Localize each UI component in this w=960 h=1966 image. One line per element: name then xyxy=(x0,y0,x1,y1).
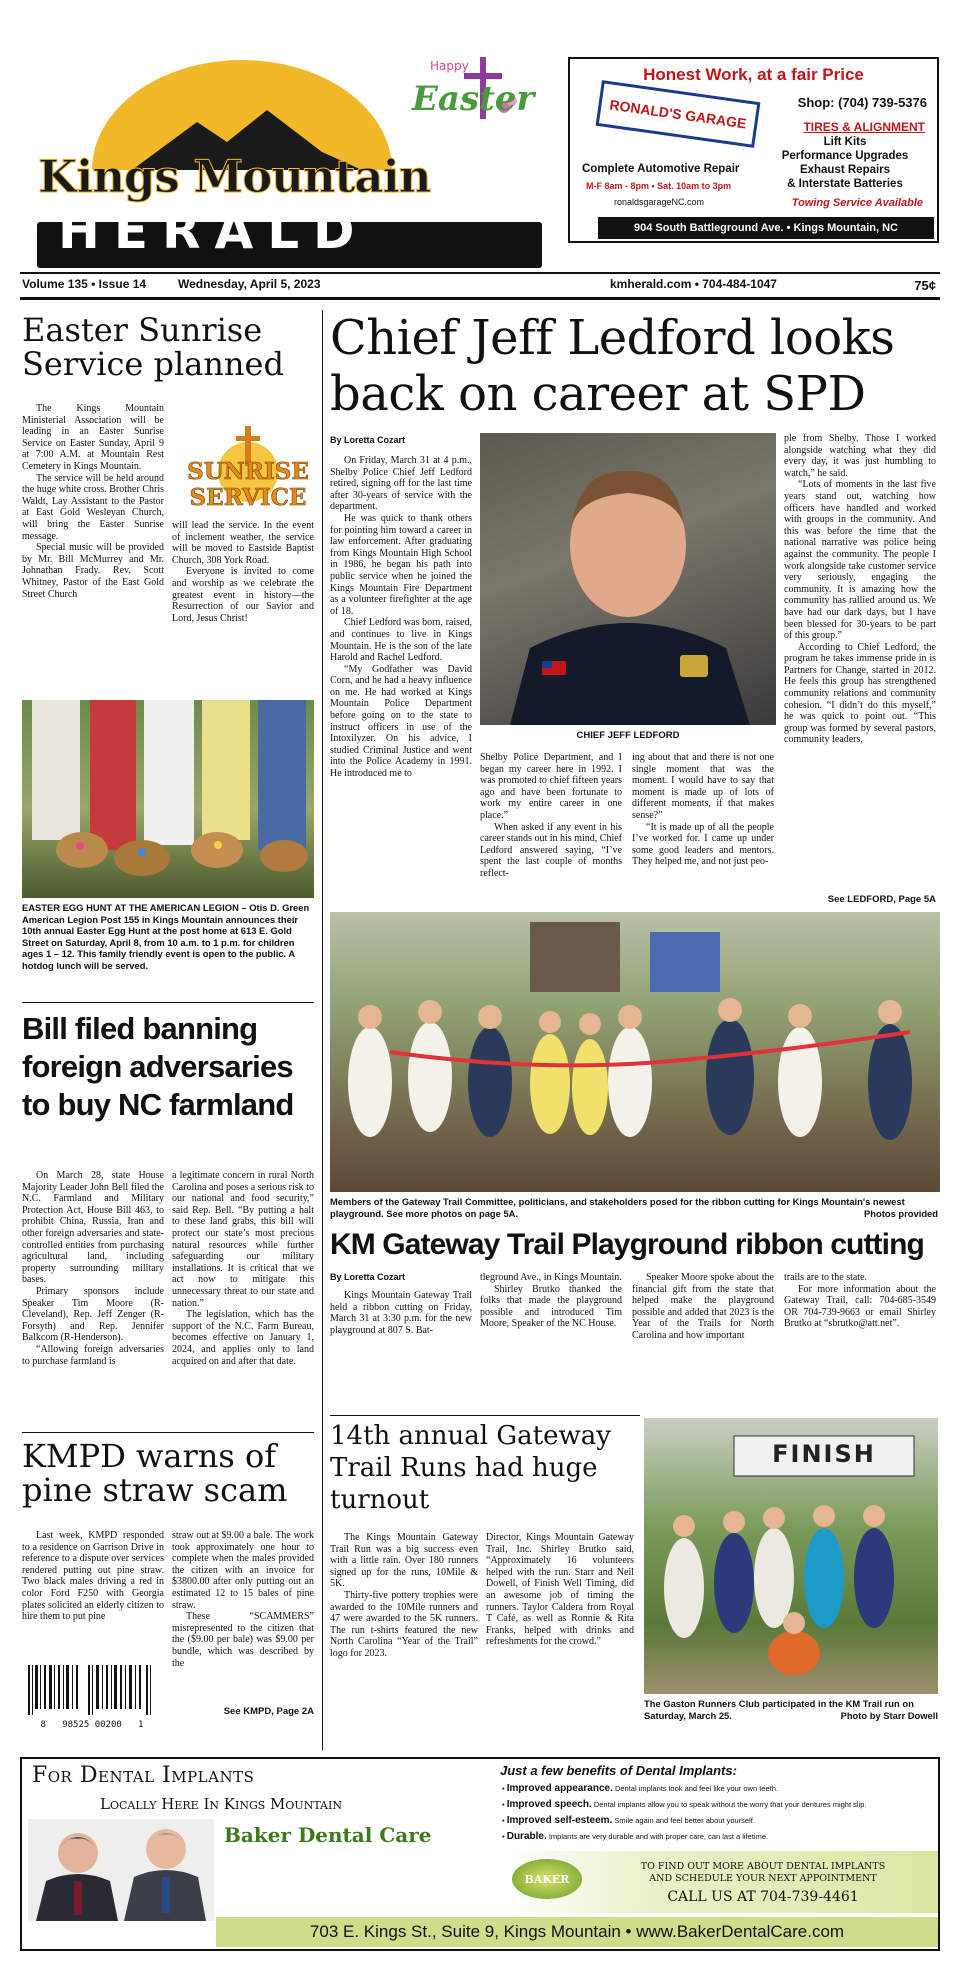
kmpd-paragraph: Last week, KMPD responded to a residence on Garrison Drive in reference to a dispute over services rendered putting out pine straw. Two black males driving a red in color Ford F250 with Georgia plates solicited an elderly citizen to hire them to put pine xyxy=(22,1530,164,1623)
benefit-text: Implants are very durable and with proper care, can last a lifetime. xyxy=(548,1832,769,1841)
kmpd-headline: KMPD warns of pine straw scam xyxy=(22,1437,288,1509)
easter-paragraph: The service will be held around the huge white cross. Brother Chris Waldt, Lay Assistant to the Pastor at East Gold Wesleyan Church, will bring the Easter Sunrise message. xyxy=(22,472,164,542)
bill-paragraph: The legislation, which has the support of the N.C. Farm Bureau, becomes effective on January 1, 2024, and applies only to land acquired on and after that date. xyxy=(172,1309,314,1367)
gateway-byline: By Loretta Cozart xyxy=(330,1272,406,1282)
barcode-bars xyxy=(22,1663,162,1715)
bill-headline: Bill filed banning foreign adversaries to buy NC farmland xyxy=(22,1011,294,1122)
runs-paragraph: The Kings Mountain Gateway Trail Run was a big success even with a little rain. Over 180 runners signed up for the runs, 10Mile & 5K. xyxy=(330,1532,478,1590)
gateway-paragraph: trails are to the state. xyxy=(784,1272,868,1283)
easter-small: Happy xyxy=(430,59,469,73)
masthead-top-text: Kings Mountain xyxy=(38,150,431,203)
easter-paragraph: Everyone is invited to come and worship as we celebrate the greatest event in history—the Resurrection of our Savior and Lord, Jesus Christ! xyxy=(172,566,314,624)
garage-services xyxy=(765,135,925,191)
ledford-paragraph: “Lots of moments in the last five years stand out, watching how officers have handled and worked with groups in the community. And this was before the time that the national narrative was police being against the community. The people I work alongside take customer service very seriously, engaging the community. It is amazing how the community has rallied around us. We have had our dark days, but I have been blessed for 30-years to be part of this group.” xyxy=(784,479,936,642)
column-divider xyxy=(322,310,323,1750)
runs-col2 xyxy=(486,1532,634,1648)
garage-headline: Honest Work, at a fair Price xyxy=(643,65,864,84)
dental-title: For Dental Implants xyxy=(32,1763,255,1788)
dateline-rule-bottom xyxy=(20,297,940,300)
gateway-paragraph: Kings Mountain Gateway Trail held a ribbon cutting on Friday, March 31 at 3:30 p.m. for the new playground at 807 S. Bat- xyxy=(330,1290,472,1336)
dental-sub: Locally Here In Kings Mountain xyxy=(100,1795,342,1813)
dental-logo-text: BAKER xyxy=(524,1872,570,1886)
benefit-text: Dental implants allow you to speak without the worry that your dentures might slip. xyxy=(593,1800,867,1809)
ledford-byline: By Loretta Cozart xyxy=(330,435,406,445)
bill-paragraph: “Allowing foreign adversaries to purchase farmland is xyxy=(22,1343,164,1367)
price: 75¢ xyxy=(914,278,936,293)
easter-headline: Easter Sunrise Service planned xyxy=(22,311,284,383)
ribbon-caption: Members of the Gateway Trail Committee, politicians, and stakeholders posed for the ribbon cutting for Kings Mountain's newest playground. See more photos on page 5A. xyxy=(330,1196,905,1219)
kmpd-col1 xyxy=(22,1530,164,1623)
dentists-photo xyxy=(28,1819,214,1921)
gateway-paragraph: For more information about the Gateway Trail, call: 704-685-3549 OR 704-739-9663 or email Shirley Brutko at “sbrutko@att.net”. xyxy=(784,1283,936,1330)
gateway-paragraph: Speaker Moore spoke about the financial gift from the state that helped make the playground possible and added that 2023 is the Year of the Trails for North Carolina and how important xyxy=(632,1272,774,1341)
gateway-col3 xyxy=(632,1272,774,1342)
dental-brand: Baker Dental Care xyxy=(224,1823,432,1847)
ledford-paragraph: “It is made up of all the people I’ve worked for. I came up under some good leaders and mentors. They helped me, and not just peo- xyxy=(632,821,774,868)
ledford-paragraph: When asked if any event in his career stands out in his mind, Chief Ledford answered saying, “I’ve spent the last couple of months reflect- xyxy=(480,821,622,879)
runs-col1 xyxy=(330,1532,478,1660)
barcode-number: 8 98525 00200 1 xyxy=(40,1720,144,1730)
garage-address: 904 South Battleground Ave. • Kings Mountain, NC xyxy=(634,222,898,234)
easter-col1 xyxy=(22,403,164,600)
sunrise-logo xyxy=(178,420,318,515)
benefit-text: Dental implants look and feel like your own teeth. xyxy=(614,1784,778,1793)
benefit-item: • Improved speech. Dental implants allow you to speak without the worry that your dentures might slip. xyxy=(502,1799,867,1810)
ledford-paragraph: Shelby Police Department, and I began my career here in 1992. I was promoted to chief fifteen years ago and have been fortunate to work my entire career in one place.” xyxy=(480,752,622,821)
bill-col2 xyxy=(172,1170,314,1367)
gateway-col4 xyxy=(784,1272,936,1330)
garage-ad xyxy=(568,57,939,243)
kmpd-col2 xyxy=(172,1530,314,1669)
ledford-paragraph: On Friday, March 31 at 4 p.m., Shelby Police Chief Jeff Ledford retired, signing off for the last time after 30-years of service with the department. xyxy=(330,455,472,513)
runs-credit: Photo by Starr Dowell xyxy=(840,1710,938,1721)
benefit-bold: Improved self-esteem. xyxy=(506,1815,613,1826)
gateway-headline: KM Gateway Trail Playground ribbon cutting xyxy=(330,1228,924,1261)
site-contact: kmherald.com • 704-484-1047 xyxy=(610,277,777,291)
kmpd-jump: See KMPD, Page 2A xyxy=(223,1706,314,1717)
easter-paragraph: Special music will be provided by Mr. Bill McMurrey and Mr. Johnathan Frady. Rev. Scott Whitney, Pastor of the East Gold Street Church xyxy=(22,542,164,600)
dental-address: 703 E. Kings St., Suite 9, Kings Mountain • www.BakerDentalCare.com xyxy=(309,1922,845,1941)
runners-photo xyxy=(644,1418,938,1694)
garage-complete: Complete Automotive Repair xyxy=(582,163,740,175)
bill-paragraph: a legitimate concern in rural North Carolina and poses a serious risk to our national and food security,” said Rep. Bell. “By putting a halt to these land grabs, this bill will protect our state’s most precious natural resources while further safeguarding our military installations. It is critical that we act now to mitigate this unnecessary threat to our state and nation.” xyxy=(172,1170,314,1309)
ledford-paragraph: ple from Shelby. Those I worked alongside watching what they did every day, it was just humbling to watch,” he said. xyxy=(784,433,936,479)
ledford-col3 xyxy=(632,752,774,868)
kmpd-paragraph: These “SCAMMERS” misrepresented to the citizen that the ($9.00 per bale) was $9.00 per bundle, which was described by the xyxy=(172,1611,314,1669)
gateway-col2 xyxy=(480,1272,622,1330)
dental-logo xyxy=(512,1859,582,1899)
benefit-item: • Improved appearance. Dental implants look and feel like your own teeth. xyxy=(502,1783,778,1794)
dental-cta: TO FIND OUT MORE ABOUT DENTAL IMPLANTS xyxy=(640,1861,886,1872)
benefits-title: Just a few benefits of Dental Implants: xyxy=(500,1763,737,1778)
garage-service: Performance Upgrades xyxy=(781,150,909,162)
benefit-bold: Durable. xyxy=(506,1831,547,1842)
runs-paragraph: Director, Kings Mountain Gateway Trail, Inc. Shirley Brutko said, “Approximately 16 volunteers helped with the run. Starr and Neil Dowell, of Finish Well Timing, did an awesome job of timing the runners. Taylor Caldera from Royal T Café, as well as Ronnie & Rita Franks, helped with drinks and refreshments for the crowd.” xyxy=(486,1532,634,1648)
ledford-paragraph: He was quick to thank others for pointing him toward a career in law enforcement. After graduating from Kings Mountain High School in 1986, he began his path into public service when he joined the Kings Mountain Fire Department as a volunteer firefighter at the age of 18. xyxy=(330,512,472,617)
garage-site: ronaldsgarageNC.com xyxy=(614,197,705,207)
ledford-jump: See LEDFORD, Page 5A xyxy=(827,894,936,905)
garage-tires: TIRES & ALIGNMENT xyxy=(803,120,925,134)
rule xyxy=(22,1002,314,1003)
ribbon-cutting-photo xyxy=(330,912,940,1192)
garage-shop-phone: Shop: (704) 739-5376 xyxy=(797,95,927,110)
bill-paragraph: Primary sponsors include Speaker Tim Moore (R-Cleveland), Rep. Jeff Zenger (R-Forsyth) and Rep. Jennifer Balkcom (R-Henderson). xyxy=(22,1285,164,1344)
ledford-headline: Chief Jeff Ledford looks back on career at SPD xyxy=(330,310,895,422)
gateway-paragraph: tleground Ave., in Kings Mountain. xyxy=(480,1272,622,1283)
benefit-bold: Improved appearance. xyxy=(506,1783,613,1794)
dental-ad xyxy=(20,1757,940,1951)
ledford-paragraph: Chief Ledford was born, raised, and continues to live in Kings Mountain. He is the son of the late Harold and Rachel Ledford. xyxy=(330,617,472,664)
dental-cta: AND SCHEDULE YOUR NEXT APPOINTMENT xyxy=(649,1873,877,1884)
ledford-paragraph: ing about that and there is not one single moment that was the moment. I would have to say that moment is made up of lots of different moments, if that makes sense?” xyxy=(632,752,774,821)
easter-paragraph: The Kings Mountain Ministerial Association will be leading in an Easter Sunrise Service on Easter Sunday, April 9 at 7:00 A.M. at Mountain Rest Cemetery in Kings Mountain. xyxy=(22,403,164,472)
sunrise-logo-line1: SUNRISE xyxy=(187,458,309,485)
garage-hours: M-F 8am - 8pm • Sat. 10am to 3pm xyxy=(586,181,732,191)
egg-hunt-photo xyxy=(22,700,314,898)
ledford-col4 xyxy=(784,433,936,746)
gateway-col1 xyxy=(330,1290,472,1336)
bill-paragraph: On March 28, state House Majority Leader John Bell filed the N.C. Farmland and Military Protection Act, House Bill 463, to prohibit China, Russia, Iran and other foreign adversaries and state-controlled entities from purchasing agricultural land, including property surrounding military bases. xyxy=(22,1170,164,1286)
dental-address-bar xyxy=(216,1917,938,1947)
runs-headline: 14th annual Gateway Trail Runs had huge turnout xyxy=(330,1421,611,1515)
ledford-col1 xyxy=(330,455,472,780)
garage-service: Lift Kits xyxy=(823,136,867,148)
masthead-bottom-text: HERALD xyxy=(58,202,369,260)
volume-issue: Volume 135 • Issue 14 xyxy=(22,277,147,291)
benefit-item: • Durable. Implants are very durable and with proper care, can last a lifetime. xyxy=(502,1831,769,1842)
benefit-item: • Improved self-esteem. Smile again and feel better about yourself. xyxy=(502,1815,755,1826)
garage-address-bar xyxy=(598,217,934,239)
easter-big: Easter xyxy=(412,79,535,119)
garage-towing: Towing Service Available xyxy=(791,197,923,209)
finish-sign: FINISH xyxy=(772,1440,876,1468)
dental-phone: CALL US AT 704-739-4461 xyxy=(667,1889,859,1905)
egg-hunt-caption: EASTER EGG HUNT AT THE AMERICAN LEGION – Otis D. Green American Legion Post 155 in Kings Mountain announces their 10th annual Easter Egg Hunt at the post home at 613 E. Gold Street on Saturday, April 8, from 10 a.m. to 1 p.m. for children ages 1 – 12. This family friendly event is open to the public. A hotdog lunch will be served. xyxy=(22,902,310,971)
easter-greeting xyxy=(412,55,542,135)
ledford-col2 xyxy=(480,752,622,880)
garage-service: & Interstate Batteries xyxy=(787,178,903,190)
benefit-text: Smile again and feel better about yourself. xyxy=(614,1816,755,1825)
runs-caption: The Gaston Runners Club participated in the KM Trail run on Saturday, March 25. xyxy=(644,1698,914,1721)
rule xyxy=(22,1432,314,1433)
benefit-bold: Improved speech. xyxy=(506,1799,592,1810)
bill-col1 xyxy=(22,1170,164,1367)
ledford-photo-caption: CHIEF JEFF LEDFORD xyxy=(576,730,680,741)
ledford-paragraph: According to Chief Ledford, the program he takes immense pride in is Partners for Change, started in 2012. He feels this group has strengthened community relations and community cohesion. “I didn’t do this myself,” he was quick to point out. “This group was formed by several pastors, community leaders, xyxy=(784,641,936,746)
easter-col2 xyxy=(172,520,314,624)
runs-paragraph: Thirty-five pottery trophies were awarded to the 10Mile runners and 47 were awarded to the 5K runners. The run t-shirts featured the new North Carolina “Year of the Trail” logo for 2023. xyxy=(330,1589,478,1659)
dateline-rule-top xyxy=(20,272,940,274)
sunrise-logo-line2: SERVICE xyxy=(189,484,307,511)
dateline xyxy=(20,276,940,294)
garage-sign xyxy=(596,80,761,148)
gateway-paragraph: Shirley Brutko thanked the folks that made the playground possible and introduced Tim Moore, Speaker of the NC House. xyxy=(480,1283,622,1330)
benefits-list xyxy=(502,1781,932,1845)
ribbon-credit: Photos provided xyxy=(864,1208,938,1219)
easter-paragraph: will lead the service. In the event of inclement weather, the service will be moved to Eastside Baptist Church, 308 York Road. xyxy=(172,520,314,566)
garage-sign-text: RONALD'S GARAGE xyxy=(608,96,748,132)
issue-date: Wednesday, April 5, 2023 xyxy=(178,277,321,291)
kmpd-paragraph: straw out at $9.00 a bale. The work took approximately one hour to complete when the males provided the citizen with an invoice for $3800.00 after only putting out an estimated 12 to 15 bales of pine straw. xyxy=(172,1530,314,1611)
barcode xyxy=(22,1663,162,1729)
ledford-paragraph: “My Godfather was David Corn, and he had a heavy influence on me. He had worked at Kings Mountain Police Department before going on to the state to instruct officers in use of the Intoxilyzer. On his advice, I studied Criminal Justice and went into the Police Academy in 1991. He introduced me to xyxy=(330,663,472,780)
rule xyxy=(330,1415,640,1416)
garage-service: Exhaust Repairs xyxy=(799,164,891,176)
ledford-photo xyxy=(480,433,776,725)
